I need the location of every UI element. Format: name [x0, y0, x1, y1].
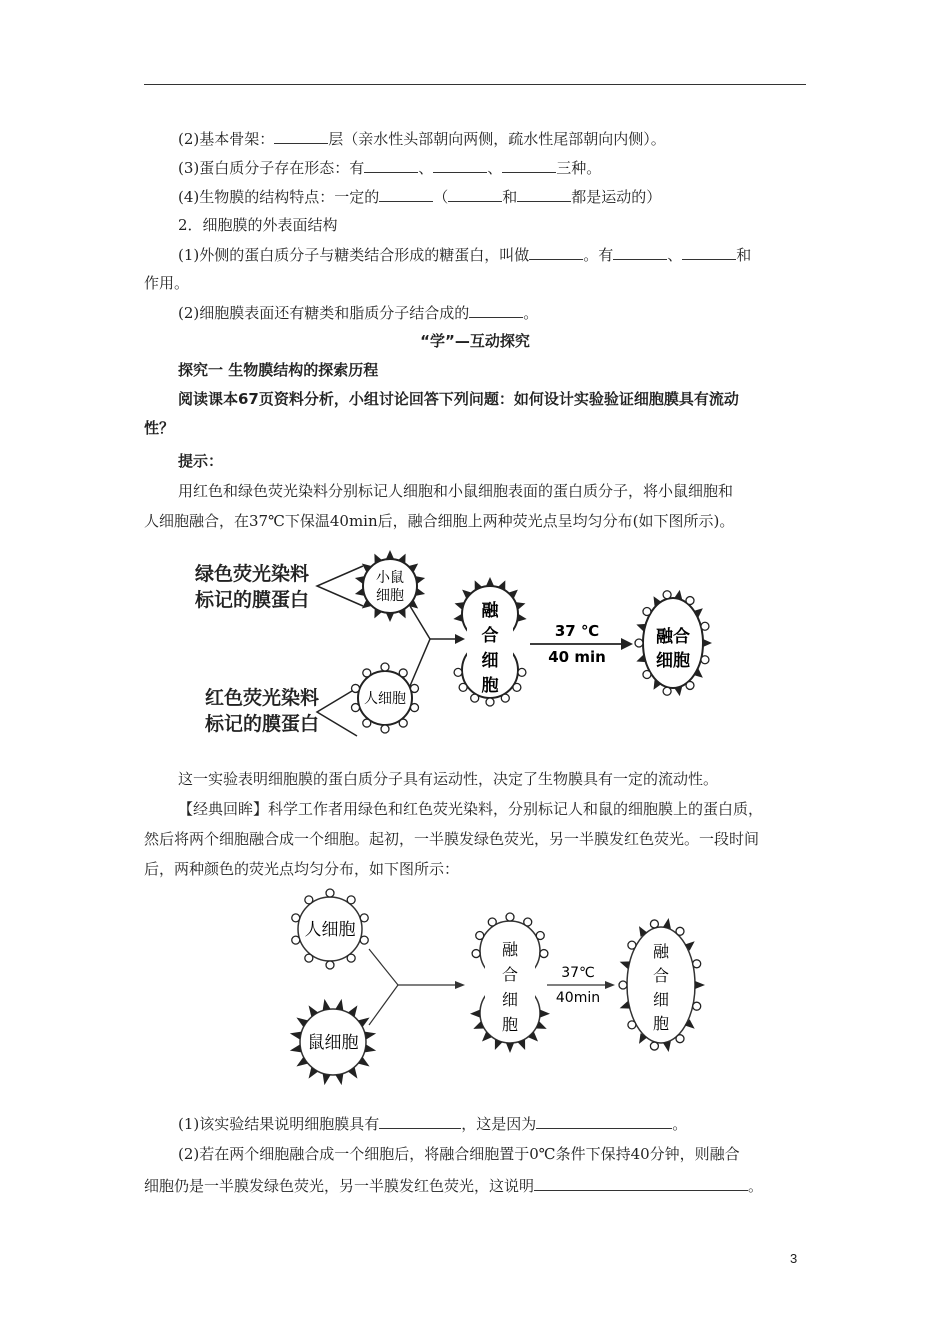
- result-label-2: 细胞: [656, 651, 690, 671]
- connector: [410, 606, 430, 686]
- protein-spike: [290, 1045, 302, 1053]
- protein-dot: [410, 684, 418, 692]
- protein-dot: [686, 681, 694, 689]
- protein-spike: [663, 1041, 671, 1052]
- protein-spike: [336, 999, 344, 1011]
- result-cell-2: [619, 918, 705, 1052]
- blank[interactable]: [364, 157, 418, 173]
- para-glycolipid: (2)细胞膜表面还有糖类和脂质分子结合成的 。: [178, 304, 539, 322]
- human-label: 人细胞: [364, 691, 406, 707]
- inquiry-title: 探究一 生物膜结构的探索历程: [178, 361, 379, 379]
- hint-text: 用红色和绿色荧光染料分别标记人细胞和小鼠细胞表面的蛋白质分子，将小鼠细胞和: [178, 482, 734, 500]
- protein-dot: [459, 683, 467, 691]
- protein-dot: [352, 704, 360, 712]
- protein-dot: [363, 669, 371, 677]
- protein-spike: [486, 577, 494, 586]
- protein-dot: [410, 704, 418, 712]
- protein-dot: [628, 941, 636, 949]
- protein-dot: [326, 961, 334, 969]
- mouse-cell: [355, 550, 425, 622]
- protein-dot: [454, 668, 462, 676]
- para-surface-title: 2．细胞膜的外表面结构: [178, 216, 338, 234]
- protein-dot: [360, 914, 368, 922]
- protein-dot: [524, 918, 532, 926]
- protein-dot: [693, 960, 701, 968]
- protein-spike: [540, 1010, 550, 1018]
- protein-spike: [336, 1074, 344, 1085]
- protein-spike: [365, 1045, 377, 1053]
- protein-dot: [501, 694, 509, 702]
- human-cell-2: [292, 889, 368, 969]
- arrow-head: [455, 981, 465, 989]
- bracket: [317, 566, 363, 606]
- protein-dot: [399, 669, 407, 677]
- protein-dot: [676, 927, 684, 935]
- result-char: 胞: [652, 1014, 670, 1033]
- classic-review-cont: 后，两种颜色的荧光点均匀分布，如下图所示：: [144, 860, 460, 878]
- temp-label-2: 37℃: [561, 965, 595, 981]
- mouse-label-2: 细胞: [376, 588, 404, 604]
- protein-spike: [386, 550, 394, 559]
- question-2: (2)若在两个细胞融合成一个细胞后，将融合细胞置于0℃条件下保持40分钟，则融合: [178, 1145, 740, 1163]
- para-glycoprotein-cont: 作用。: [144, 274, 190, 292]
- protein-spike: [453, 614, 462, 622]
- protein-spike: [663, 918, 671, 929]
- fused-char: 胞: [481, 676, 499, 696]
- protein-dot: [352, 684, 360, 692]
- protein-dot: [518, 668, 526, 676]
- protein-dot: [650, 1042, 658, 1050]
- blank[interactable]: [682, 244, 736, 260]
- protein-spike: [470, 1010, 480, 1018]
- mouse-cell-2: [290, 999, 376, 1085]
- cell-fusion-diagram-2: [285, 885, 715, 1085]
- protein-spike: [290, 1032, 302, 1040]
- protein-dot: [686, 597, 694, 605]
- para-feature: (4)生物膜的结构特点：一定的 （ 和 都是运动的）: [178, 188, 662, 206]
- conclusion: 这一实验表明细胞膜的蛋白质分子具有运动性，决定了生物膜具有一定的流动性。: [178, 770, 719, 788]
- fig2-condition: [547, 965, 615, 1006]
- fused-char: 细: [481, 651, 499, 671]
- protein-spike: [674, 590, 682, 600]
- connector-2: [369, 949, 457, 1025]
- time-label: 40 min: [548, 648, 606, 666]
- green-label-1: 绿色荧光染料: [195, 563, 310, 585]
- protein-dot: [506, 913, 514, 921]
- human-label-2: 人细胞: [304, 920, 356, 940]
- red-label-2: 标记的膜蛋白: [205, 713, 320, 735]
- human-cell: [352, 663, 419, 733]
- blank[interactable]: [469, 302, 523, 318]
- protein-dot: [540, 950, 548, 958]
- blank[interactable]: [379, 186, 433, 202]
- result-label-1: 融合: [656, 627, 690, 647]
- protein-dot: [693, 1002, 701, 1010]
- protein-spike: [386, 613, 394, 622]
- protein-spike: [323, 999, 331, 1011]
- protein-dot: [701, 622, 709, 630]
- hint-label: 提示：: [178, 452, 224, 470]
- blank[interactable]: [448, 186, 502, 202]
- protein-dot: [471, 694, 479, 702]
- blank[interactable]: [379, 1113, 461, 1129]
- protein-dot: [663, 687, 671, 695]
- question-line: 阅读课本67页资料分析，小组讨论回答下列问题：如何设计实验验证细胞膜具有流动: [178, 390, 739, 408]
- fig1-labels: [194, 562, 319, 735]
- fused-char: 细: [501, 990, 519, 1009]
- fused-cell: [453, 577, 526, 706]
- protein-dot: [292, 936, 300, 944]
- result-char: 细: [652, 990, 670, 1009]
- fused-char: 合: [481, 626, 499, 646]
- protein-dot: [536, 931, 544, 939]
- classic-review-cont: 然后将两个细胞融合成一个细胞。起初，一半膜发绿色荧光，另一半膜发红色荧光。一段时间: [144, 830, 760, 848]
- blank[interactable]: [536, 1113, 672, 1129]
- protein-dot: [650, 920, 658, 928]
- para-protein: (3)蛋白质分子存在形态：有 、 、 三种。: [178, 159, 602, 177]
- fused-char: 胞: [501, 1015, 519, 1034]
- page-number: 3: [790, 1251, 798, 1266]
- protein-dot: [381, 725, 389, 733]
- result-cell: [635, 590, 712, 696]
- mouse-label-2: 鼠细胞: [307, 1033, 359, 1053]
- blank[interactable]: [517, 186, 571, 202]
- protein-spike: [365, 1032, 377, 1040]
- blank[interactable]: [433, 157, 487, 173]
- blank[interactable]: [529, 244, 583, 260]
- fused-char: 融: [481, 601, 499, 621]
- protein-dot: [701, 656, 709, 664]
- protein-dot: [628, 1021, 636, 1029]
- header-rule: [144, 84, 806, 85]
- protein-dot: [635, 639, 643, 647]
- protein-dot: [488, 918, 496, 926]
- protein-spike: [323, 1074, 331, 1085]
- question-line-cont: 性？: [144, 419, 175, 437]
- bracket: [317, 688, 357, 736]
- protein-dot: [305, 896, 313, 904]
- protein-dot: [643, 670, 651, 678]
- fused-cell-2: [470, 913, 550, 1053]
- protein-dot: [326, 889, 334, 897]
- protein-dot: [619, 981, 627, 989]
- protein-spike: [674, 687, 682, 697]
- protein-dot: [643, 608, 651, 616]
- protein-spike: [506, 1043, 514, 1053]
- fused-char: 合: [501, 965, 519, 984]
- time-label-2: 40min: [555, 990, 601, 1006]
- protein-dot: [486, 698, 494, 706]
- protein-dot: [381, 663, 389, 671]
- protein-spike: [517, 614, 526, 622]
- mouse-label-1: 小鼠: [376, 570, 404, 586]
- protein-dot: [347, 954, 355, 962]
- para-glycoprotein: (1)外侧的蛋白质分子与糖类结合形成的糖蛋白，叫做 。有 、 和: [178, 246, 752, 264]
- protein-dot: [360, 936, 368, 944]
- question-2-cont: 细胞仍是一半膜发绿色荧光，另一半膜发红色荧光，这说明 。: [144, 1177, 764, 1195]
- blank[interactable]: [534, 1175, 748, 1191]
- protein-dot: [676, 1035, 684, 1043]
- cell-fusion-diagram-1: [185, 546, 745, 756]
- protein-dot: [347, 896, 355, 904]
- protein-dot: [363, 719, 371, 727]
- protein-dot: [513, 683, 521, 691]
- blank[interactable]: [502, 157, 556, 173]
- protein-dot: [399, 719, 407, 727]
- hint-text-cont: 人细胞融合，在37℃下保温40min后，融合细胞上两种荧光点呈均匀分布(如下图所示)。: [144, 512, 735, 530]
- protein-dot: [476, 931, 484, 939]
- temp-label: 37 ℃: [554, 622, 600, 640]
- fig1-condition: [530, 622, 633, 666]
- green-label-2: 标记的膜蛋白: [195, 589, 310, 611]
- blank[interactable]: [274, 128, 328, 144]
- para-skeleton: (2)基本骨架： 层（亲水性头部朝向两侧，疏水性尾部朝向内侧）。: [178, 130, 666, 148]
- protein-spike: [695, 981, 705, 989]
- protein-dot: [663, 591, 671, 599]
- red-label-1: 红色荧光染料: [205, 687, 320, 709]
- protein-dot: [305, 954, 313, 962]
- section-heading: “学”—互动探究: [420, 332, 530, 350]
- fused-char: 融: [501, 940, 519, 959]
- question-1: (1)该实验结果说明细胞膜具有 ，这是因为 。: [178, 1115, 688, 1133]
- result-char: 合: [652, 966, 670, 985]
- result-char: 融: [652, 942, 670, 961]
- protein-dot: [472, 950, 480, 958]
- arrow-head: [455, 634, 465, 644]
- protein-dot: [292, 914, 300, 922]
- protein-spike: [703, 639, 712, 647]
- classic-review: 【经典回眸】科学工作者用绿色和红色荧光染料，分别标记人和鼠的细胞膜上的蛋白质，: [178, 800, 764, 818]
- blank[interactable]: [613, 244, 667, 260]
